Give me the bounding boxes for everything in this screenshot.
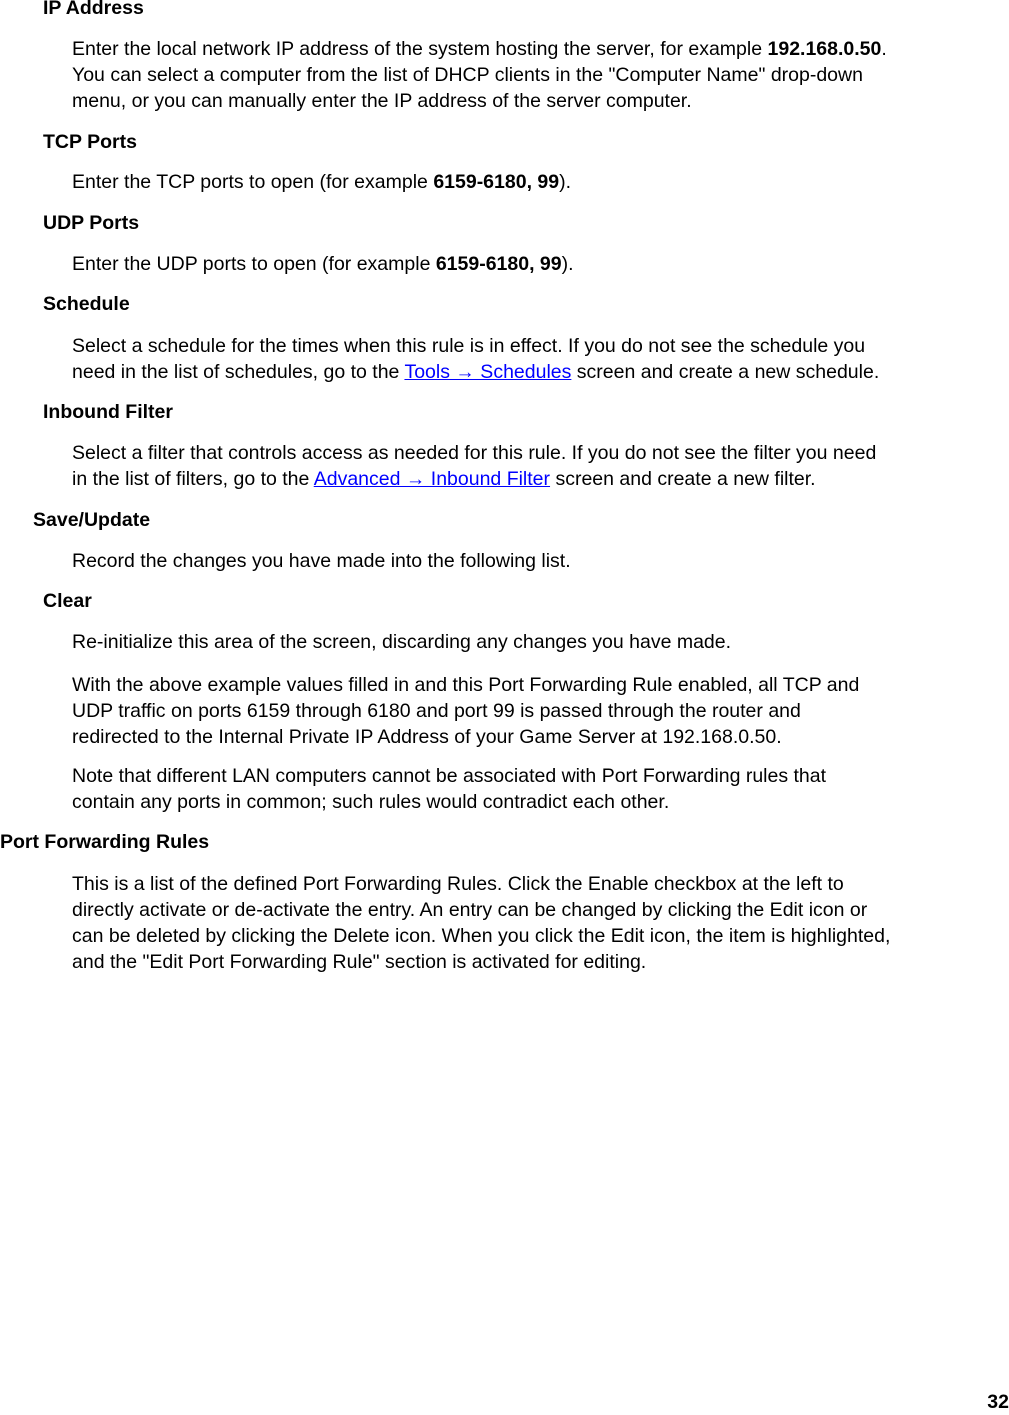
port-forwarding-rules-line-2: directly activate or de-activate the entry. An entry can be changed by clicking the Edit icon or bbox=[72, 899, 868, 921]
clear-heading: Clear bbox=[43, 590, 92, 612]
schedule-text: need in the list of schedules, go to the bbox=[72, 361, 405, 383]
schedule-heading: Schedule bbox=[43, 293, 130, 315]
ip-address-line-1 bbox=[72, 36, 887, 62]
udp-ports-example: 6159-6180, 99 bbox=[435, 253, 562, 275]
inbound-filter-heading: Inbound Filter bbox=[43, 401, 173, 423]
save-update-heading: Save/Update bbox=[33, 509, 151, 531]
example-note-line-2: UDP traffic on ports 6159 through 6180 and port 99 is passed through the router and bbox=[72, 700, 801, 722]
port-forwarding-rules-heading: Port Forwarding Rules bbox=[0, 831, 210, 853]
port-forwarding-rules-line-3: can be deleted by clicking the Delete icon. When you click the Edit icon, the item is highlighted, bbox=[72, 925, 891, 947]
inbound-filter-text: in the list of filters, go to the bbox=[72, 468, 314, 490]
page-number: 32 bbox=[987, 1391, 1009, 1413]
port-forwarding-rules-line-4: and the "Edit Port Forwarding Rule" section is activated for editing. bbox=[72, 951, 647, 973]
lan-note-line-2: contain any ports in common; such rules would contradict each other. bbox=[72, 791, 670, 813]
inbound-filter-text-end: screen and create a new filter. bbox=[550, 468, 816, 490]
tcp-ports-heading: TCP Ports bbox=[43, 131, 137, 153]
inbound-filter-line-1: Select a filter that controls access as needed for this rule. If you do not see the filter you need bbox=[72, 442, 877, 464]
tcp-ports-text: Enter the TCP ports to open (for example bbox=[72, 171, 434, 193]
udp-ports-heading: UDP Ports bbox=[43, 212, 140, 234]
ip-address-example: 192.168.0.50 bbox=[767, 38, 882, 60]
save-update-description: Record the changes you have made into the following list. bbox=[72, 550, 571, 572]
tcp-ports-punct: ). bbox=[559, 171, 572, 193]
ip-address-heading: IP Address bbox=[43, 0, 144, 19]
inbound-filter-line-2 bbox=[72, 466, 816, 492]
advanced-inbound-filter-link[interactable]: Advanced → Inbound Filter bbox=[313, 468, 551, 490]
example-note-line-1: With the above example values filled in and this Port Forwarding Rule enabled, all TCP and bbox=[72, 674, 860, 696]
port-forwarding-rules-line-1: This is a list of the defined Port Forwarding Rules. Click the Enable checkbox at the left to bbox=[72, 873, 844, 895]
udp-ports-text: Enter the UDP ports to open (for example bbox=[72, 253, 436, 275]
tcp-ports-example: 6159-6180, 99 bbox=[433, 171, 560, 193]
ip-address-text: Enter the local network IP address of the system hosting the server, for example bbox=[72, 38, 768, 60]
ip-address-line-3: menu, or you can manually enter the IP address of the server computer. bbox=[72, 90, 692, 112]
tools-schedules-link[interactable]: Tools → Schedules bbox=[404, 361, 572, 383]
example-note-line-3: redirected to the Internal Private IP Address of your Game Server at 192.168.0.50. bbox=[72, 726, 782, 748]
tcp-ports-description bbox=[72, 169, 571, 195]
udp-ports-description bbox=[72, 251, 574, 277]
schedule-text-end: screen and create a new schedule. bbox=[571, 361, 880, 383]
ip-address-line-2: You can select a computer from the list of DHCP clients in the "Computer Name" drop-down bbox=[72, 64, 863, 86]
schedule-line-1: Select a schedule for the times when this rule is in effect. If you do not see the schedule you bbox=[72, 335, 866, 357]
udp-ports-punct: ). bbox=[561, 253, 574, 275]
schedule-line-2 bbox=[72, 359, 879, 385]
ip-address-punct: . bbox=[881, 38, 887, 60]
clear-description: Re-initialize this area of the screen, discarding any changes you have made. bbox=[72, 631, 732, 653]
lan-note-line-1: Note that different LAN computers cannot be associated with Port Forwarding rules that bbox=[72, 765, 827, 787]
